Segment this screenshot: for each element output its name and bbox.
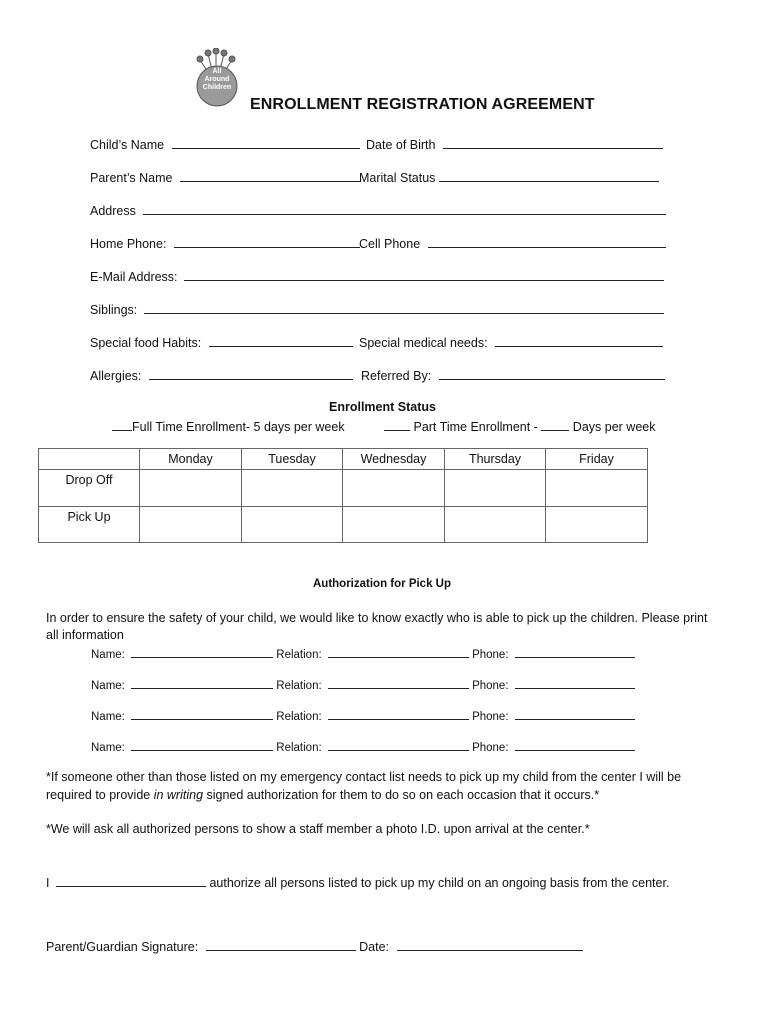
note-1-text-b: signed authorization for them to do so on each occasion that it occurs.* bbox=[203, 788, 600, 802]
pickup-phone-field[interactable] bbox=[515, 738, 635, 751]
pick-up-tuesday-cell[interactable] bbox=[242, 507, 343, 543]
note-2: *We will ask all authorized persons to show a staff member a photo I.D. upon arrival at the center.* bbox=[46, 822, 590, 836]
parent-name-field[interactable] bbox=[180, 169, 360, 182]
schedule-corner-cell bbox=[39, 449, 140, 470]
food-field[interactable] bbox=[209, 334, 353, 347]
home-phone-label: Home Phone: bbox=[90, 237, 167, 251]
cell-phone-label: Cell Phone bbox=[359, 237, 421, 251]
drop-off-friday-cell[interactable] bbox=[546, 470, 648, 507]
logo-line-2: Around bbox=[204, 76, 230, 83]
full-time-row bbox=[112, 418, 345, 434]
signature-field[interactable] bbox=[206, 938, 356, 951]
pickup-person-row bbox=[91, 645, 635, 661]
referred-field[interactable] bbox=[439, 367, 665, 380]
pickup-relation-field[interactable] bbox=[328, 707, 469, 720]
pickup-relation-field[interactable] bbox=[328, 738, 469, 751]
pick-up-row bbox=[39, 507, 648, 543]
pickup-relation-label: Relation: bbox=[276, 711, 322, 723]
medical-row bbox=[359, 334, 663, 350]
pickup-heading: Authorization for Pick Up bbox=[313, 578, 451, 590]
full-time-field[interactable] bbox=[112, 418, 132, 431]
parent-name-label: Parent’s Name bbox=[90, 171, 173, 185]
medical-label: Special medical needs: bbox=[359, 336, 488, 350]
drop-off-row bbox=[39, 470, 648, 507]
cell-phone-field[interactable] bbox=[428, 235, 666, 248]
drop-off-tuesday-cell[interactable] bbox=[242, 470, 343, 507]
pickup-intro-line-1: In order to ensure the safety of your child, we would like to know exactly who is able to pick up the children. Please print bbox=[46, 611, 708, 625]
authorize-text: authorize all persons listed to pick up my child on an ongoing basis from the center. bbox=[209, 876, 670, 890]
dob-field[interactable] bbox=[443, 136, 663, 149]
drop-off-thursday-cell[interactable] bbox=[445, 470, 546, 507]
pickup-phone-field[interactable] bbox=[515, 676, 635, 689]
address-row bbox=[90, 202, 666, 218]
authorize-prefix: I bbox=[46, 876, 50, 890]
pickup-phone-label: Phone: bbox=[472, 711, 509, 723]
pick-up-label: Pick Up bbox=[39, 507, 140, 543]
date-field[interactable] bbox=[397, 938, 583, 951]
schedule-table bbox=[38, 448, 648, 543]
part-time-row bbox=[384, 418, 655, 434]
drop-off-wednesday-cell[interactable] bbox=[343, 470, 445, 507]
referred-row bbox=[361, 367, 665, 383]
signature-label: Parent/Guardian Signature: bbox=[46, 940, 199, 954]
pickup-name-field[interactable] bbox=[131, 738, 273, 751]
pickup-intro-line-2: all information bbox=[46, 628, 124, 642]
allergies-row bbox=[90, 367, 353, 383]
day-header-friday: Friday bbox=[546, 449, 648, 470]
parent-name-row bbox=[90, 169, 360, 185]
home-phone-row bbox=[90, 235, 360, 251]
pickup-name-label: Name: bbox=[91, 742, 125, 754]
day-header-tuesday: Tuesday bbox=[242, 449, 343, 470]
pickup-name-label: Name: bbox=[91, 711, 125, 723]
child-name-label: Child’s Name bbox=[90, 138, 165, 152]
logo bbox=[188, 48, 242, 110]
pickup-phone-label: Phone: bbox=[472, 742, 509, 754]
dob-label: Date of Birth bbox=[366, 138, 436, 152]
logo-text bbox=[202, 68, 232, 92]
child-name-row bbox=[90, 136, 360, 152]
pickup-phone-field[interactable] bbox=[515, 645, 635, 658]
pickup-phone-field[interactable] bbox=[515, 707, 635, 720]
note-1-line-1: *If someone other than those listed on my emergency contact list needs to pick up my child from the center I will be bbox=[46, 770, 682, 784]
day-header-wednesday: Wednesday bbox=[343, 449, 445, 470]
siblings-field[interactable] bbox=[144, 301, 664, 314]
allergies-label: Allergies: bbox=[90, 369, 142, 383]
days-per-week-label: Days per week bbox=[572, 420, 656, 434]
note-1-italic: in writing bbox=[153, 788, 204, 802]
email-label: E-Mail Address: bbox=[90, 270, 178, 284]
schedule-header-row bbox=[39, 449, 648, 470]
pickup-phone-label: Phone: bbox=[472, 649, 509, 661]
cell-phone-row bbox=[359, 235, 666, 251]
pickup-name-field[interactable] bbox=[131, 707, 273, 720]
pickup-relation-label: Relation: bbox=[276, 742, 322, 754]
part-time-field[interactable] bbox=[384, 418, 410, 431]
pickup-person-row bbox=[91, 707, 635, 723]
siblings-label: Siblings: bbox=[90, 303, 138, 317]
marital-label: Marital Status bbox=[359, 171, 436, 185]
pick-up-thursday-cell[interactable] bbox=[445, 507, 546, 543]
pick-up-friday-cell[interactable] bbox=[546, 507, 648, 543]
authorize-row bbox=[46, 874, 669, 890]
pickup-person-row bbox=[91, 676, 635, 692]
food-row bbox=[90, 334, 353, 350]
days-per-week-field[interactable] bbox=[541, 418, 569, 431]
pickup-phone-label: Phone: bbox=[472, 680, 509, 692]
pickup-relation-field[interactable] bbox=[328, 645, 469, 658]
full-time-label: Full Time Enrollment- 5 days per week bbox=[132, 420, 345, 434]
email-row bbox=[90, 268, 664, 284]
marital-row bbox=[359, 169, 659, 185]
drop-off-monday-cell[interactable] bbox=[140, 470, 242, 507]
pickup-relation-label: Relation: bbox=[276, 680, 322, 692]
pickup-person-row bbox=[91, 738, 635, 754]
referred-label: Referred By: bbox=[361, 369, 432, 383]
siblings-row bbox=[90, 301, 664, 317]
day-header-thursday: Thursday bbox=[445, 449, 546, 470]
email-field[interactable] bbox=[184, 268, 664, 281]
logo-line-3: Children bbox=[202, 84, 232, 91]
signature-row bbox=[46, 938, 583, 954]
home-phone-field[interactable] bbox=[174, 235, 360, 248]
dob-row bbox=[366, 136, 663, 152]
pickup-relation-label: Relation: bbox=[276, 649, 322, 661]
page-title: ENROLLMENT REGISTRATION AGREEMENT bbox=[250, 96, 595, 113]
address-field[interactable] bbox=[143, 202, 666, 215]
address-label: Address bbox=[90, 204, 136, 218]
pickup-name-field[interactable] bbox=[131, 676, 273, 689]
food-label: Special food Habits: bbox=[90, 336, 202, 350]
drop-off-label: Drop Off bbox=[39, 470, 140, 507]
pickup-relation-field[interactable] bbox=[328, 676, 469, 689]
allergies-field[interactable] bbox=[149, 367, 353, 380]
pickup-name-label: Name: bbox=[91, 649, 125, 661]
medical-field[interactable] bbox=[495, 334, 663, 347]
enrollment-heading: Enrollment Status bbox=[329, 400, 436, 414]
marital-field[interactable] bbox=[439, 169, 659, 182]
pick-up-monday-cell[interactable] bbox=[140, 507, 242, 543]
pick-up-wednesday-cell[interactable] bbox=[343, 507, 445, 543]
date-label: Date: bbox=[359, 940, 390, 954]
child-name-field[interactable] bbox=[172, 136, 360, 149]
pickup-name-label: Name: bbox=[91, 680, 125, 692]
day-header-monday: Monday bbox=[140, 449, 242, 470]
authorize-name-field[interactable] bbox=[56, 874, 206, 887]
pickup-name-field[interactable] bbox=[131, 645, 273, 658]
note-1-line-2 bbox=[46, 788, 599, 802]
note-1-text-a: required to provide bbox=[46, 788, 154, 802]
logo-line-1: All bbox=[212, 68, 222, 75]
part-time-label: Part Time Enrollment - bbox=[413, 420, 538, 434]
